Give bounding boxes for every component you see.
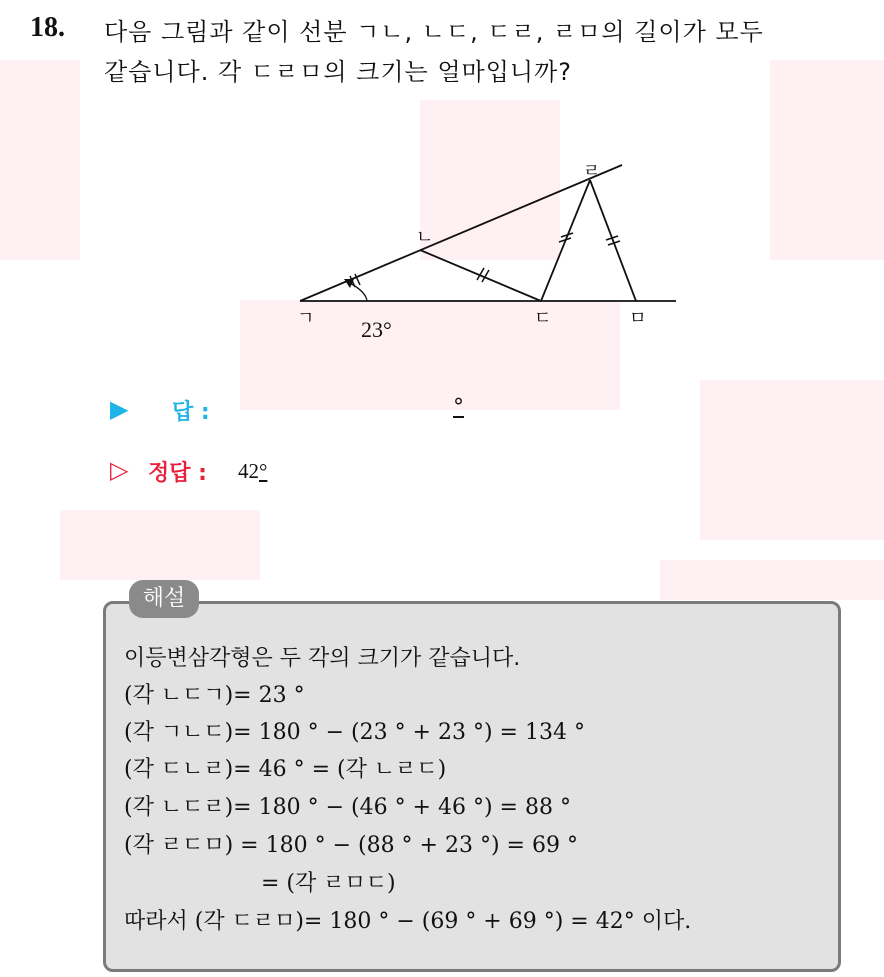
question-number: 18. (30, 12, 65, 43)
arrow-head-icon (344, 279, 354, 288)
point-label-c: ㄷ (534, 308, 552, 329)
correct-marker-icon: ▷ (110, 456, 129, 484)
point-label-e: ㅁ (629, 308, 647, 329)
angle-label: 23° (361, 317, 392, 342)
question-text-line-2: 같습니다. 각 ㄷㄹㅁ의 크기는 얼마입니까? (104, 58, 573, 86)
equal-length-marks (350, 233, 620, 287)
watermark-block (700, 380, 884, 540)
correct-label: 정답 : (148, 461, 207, 486)
watermark-block (660, 560, 884, 600)
answer-label: 답 : (172, 400, 210, 425)
watermark-block (770, 60, 884, 260)
point-label-d: ㄹ (583, 161, 601, 182)
solution-line-5: (각 ㄴㄷㄹ)= 180 ° − (46 ° + 46 °) = 88 ° (124, 795, 571, 820)
correct-answer-row (110, 456, 268, 486)
solution-line-8: 따라서 (각 ㄷㄹㅁ)= 180 ° − (69 ° + 69 °) = 42° 이다. (124, 909, 692, 934)
solution-line-3: (각 ㄱㄴㄷ)= 180 ° − (23 ° + 23 °) = 134 ° (124, 720, 585, 745)
question-text-line-1: 다음 그림과 같이 선분 ㄱㄴ, ㄴㄷ, ㄷㄹ, ㄹㅁ의 길이가 모두 (104, 18, 764, 46)
solution-line-6: (각 ㄹㄷㅁ) = 180 ° − (88 ° + 23 °) = 69 ° (124, 833, 578, 858)
answer-marker-icon: ▶ (110, 395, 129, 423)
correct-answer-value: 42° (238, 459, 268, 483)
point-label-a: ㄱ (297, 308, 315, 329)
point-label-b: ㄴ (416, 227, 434, 248)
solution-line-2: (각 ㄴㄷㄱ)= 23 ° (124, 683, 305, 708)
angle-arc (350, 283, 367, 301)
answer-row (110, 395, 464, 425)
segment-d-e (590, 180, 636, 301)
answer-unit: ° (453, 395, 464, 420)
solution-line-7: = (각 ㄹㅁㄷ) (261, 871, 396, 896)
geometry-figure (280, 150, 700, 350)
solution-line-1: 이등변삼각형은 두 각의 크기가 같습니다. (124, 646, 521, 671)
watermark-block (60, 510, 260, 580)
solution-line-4: (각 ㄷㄴㄹ)= 46 ° = (각 ㄴㄹㄷ) (124, 757, 447, 782)
segment-b-c (420, 250, 541, 301)
watermark-block (0, 60, 80, 260)
solution-tab: 해설 (129, 580, 199, 618)
